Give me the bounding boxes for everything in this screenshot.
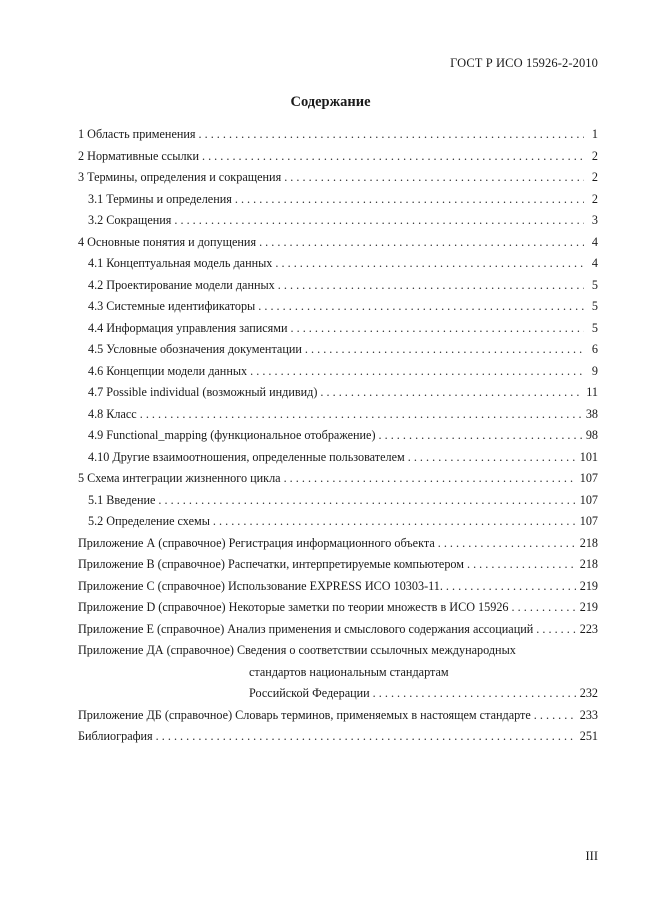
toc-entry[interactable] (78, 407, 598, 429)
toc-entry-label: 5 Схема интеграции жизненного цикла (78, 471, 281, 485)
toc-entry-continuation (78, 686, 598, 708)
toc-entry-page: 11 (586, 385, 598, 399)
toc-entry-label: 2 Нормативные ссылки (78, 148, 199, 163)
toc-entry-page: 9 (591, 363, 598, 378)
leader-dots (258, 299, 584, 314)
leader-dots (291, 321, 585, 336)
leader-dots (250, 364, 584, 379)
leader-dots (158, 493, 575, 508)
toc-entry-label: 4.5 Условные обозначения документации (88, 342, 302, 356)
toc-entry-page: 219 (579, 600, 598, 614)
toc-entry-label: 4.1 Концептуальная модель данных (88, 256, 273, 270)
leader-dots (305, 342, 584, 357)
leader-dots (275, 256, 584, 271)
toc-entry[interactable] (78, 385, 598, 407)
toc-entry-label: 3.2 Сокращения (88, 213, 172, 227)
leader-dots (379, 428, 582, 443)
toc-entry[interactable] (78, 321, 598, 343)
toc-entry-page: 6 (591, 342, 598, 356)
toc-entry-label: 5.1 Введение (88, 492, 156, 507)
toc-entry-label: 4.4 Информация управления записями (88, 320, 288, 335)
toc-entry-label: Приложение В (справочное) Распечатки, интерпретируемые компьютером (78, 557, 464, 571)
leader-dots (278, 278, 584, 293)
toc-entry[interactable] (78, 493, 598, 515)
toc-entry-page: 4 (591, 256, 598, 270)
toc-entry[interactable] (78, 192, 598, 214)
toc-entry-page: 5 (591, 277, 598, 292)
toc-entry-label: Приложение D (справочное) Некоторые заметки по теории множеств в ИСО 15926 (78, 600, 509, 614)
toc-entry-page: 5 (591, 299, 598, 313)
toc-entry-label: Приложение ДБ (справочное) Словарь терминов, применяемых в настоящем стандарте (78, 707, 531, 722)
leader-dots (536, 622, 575, 637)
toc-entry-label: 4.7 Possible individual (возможный индивид) (88, 385, 318, 399)
table-of-contents (78, 127, 598, 751)
toc-entry-page: 4 (591, 234, 598, 249)
leader-dots (213, 514, 576, 529)
toc-entry-label: стандартов национальным стандартам (249, 664, 449, 679)
leader-dots (438, 536, 576, 551)
toc-entry[interactable] (78, 149, 598, 171)
toc-entry-page: 251 (579, 729, 598, 743)
toc-entry[interactable] (78, 170, 598, 192)
document-code: ГОСТ Р ИСО 15926-2-2010 (450, 56, 598, 70)
toc-entry[interactable] (78, 213, 598, 235)
toc-entry-label: Библиография (78, 729, 153, 743)
toc-entry[interactable] (78, 364, 598, 386)
leader-dots (284, 170, 584, 185)
toc-entry[interactable] (78, 471, 598, 493)
toc-entry-page: 38 (585, 406, 598, 421)
toc-entry-appendix-da[interactable] (78, 643, 598, 708)
toc-entry-page: 219 (579, 578, 598, 593)
toc-entry[interactable] (78, 600, 598, 622)
toc-entry[interactable] (78, 729, 598, 751)
leader-dots (199, 127, 584, 142)
toc-entry-page: 2 (591, 191, 598, 206)
toc-entry-page: 107 (579, 471, 598, 485)
leader-dots (202, 149, 584, 164)
toc-entry-page: 232 (579, 686, 598, 700)
toc-entry-label: 4.2 Проектирование модели данных (88, 277, 275, 292)
toc-entry-page: 2 (591, 148, 598, 163)
toc-entry[interactable] (78, 514, 598, 536)
toc-entry[interactable] (78, 622, 598, 644)
toc-entry[interactable] (78, 235, 598, 257)
leader-dots (320, 385, 582, 400)
toc-entry-label: 4.3 Системные идентификаторы (88, 299, 256, 313)
toc-entry-label: 5.2 Определение схемы (88, 514, 210, 528)
toc-entry-page: 218 (579, 557, 598, 571)
toc-entry-page: 223 (579, 621, 598, 636)
toc-entry-page: 218 (579, 535, 598, 550)
toc-entry[interactable] (78, 557, 598, 579)
toc-entry-page: 233 (579, 707, 598, 722)
toc-entry[interactable] (78, 127, 598, 149)
toc-entry[interactable] (78, 299, 598, 321)
toc-entry-label: 4 Основные понятия и допущения (78, 234, 257, 249)
leader-dots (446, 579, 576, 594)
toc-entry[interactable] (78, 536, 598, 558)
toc-entry-label: Приложение А (справочное) Регистрация информационного объекта (78, 535, 435, 550)
page-title: Содержание (290, 94, 371, 110)
toc-entry[interactable] (78, 256, 598, 278)
toc-entry-page: 107 (579, 492, 598, 507)
toc-entry-page: 98 (585, 428, 598, 442)
leader-dots (259, 235, 584, 250)
leader-dots (512, 600, 576, 615)
toc-entry-label: 3 Термины, определения и сокращения (78, 170, 282, 184)
toc-entry[interactable] (78, 450, 598, 472)
toc-entry-label: 4.8 Класс (88, 406, 137, 421)
leader-dots (534, 708, 576, 723)
toc-entry[interactable] (78, 342, 598, 364)
toc-entry-label: 3.1 Термины и определения (88, 191, 232, 206)
leader-dots (156, 729, 576, 744)
toc-entry-label: 4.9 Functional_mapping (функциональное отображение) (88, 428, 376, 442)
toc-entry-label: 4.6 Концепции модели данных (88, 363, 248, 378)
toc-entry-label: 4.10 Другие взаимоотношения, определенные пользователем (88, 449, 405, 464)
toc-entry-page: 101 (579, 449, 598, 464)
toc-entry-page: 2 (591, 170, 598, 184)
leader-dots (140, 407, 582, 422)
toc-entry-page: 3 (591, 213, 598, 227)
toc-entry-label: Приложение Е (справочное) Анализ применения и смыслового содержания ассоциаций (78, 621, 534, 636)
leader-dots (174, 213, 584, 228)
toc-entry-page: 1 (591, 127, 598, 141)
leader-dots (373, 686, 576, 701)
page-number: III (585, 849, 598, 863)
toc-entry-label: Приложение С (справочное) Использование EXPRESS ИСО 10303-11. (78, 578, 443, 593)
toc-entry-label: Российской Федерации (249, 686, 370, 700)
toc-entry[interactable] (78, 708, 598, 730)
leader-dots (235, 192, 584, 207)
leader-dots (467, 557, 576, 572)
toc-entry-page: 107 (579, 514, 598, 528)
leader-dots (408, 450, 576, 465)
toc-entry-label: 1 Область применения (78, 127, 196, 141)
toc-entry-page: 5 (591, 320, 598, 335)
toc-entry-label: Приложение ДА (справочное) Сведения о соответствии ссылочных международных (78, 643, 516, 657)
toc-entry[interactable] (78, 278, 598, 300)
toc-entry[interactable] (78, 579, 598, 601)
toc-entry[interactable] (78, 428, 598, 450)
toc-entry-continuation (78, 665, 598, 687)
leader-dots (284, 471, 576, 486)
